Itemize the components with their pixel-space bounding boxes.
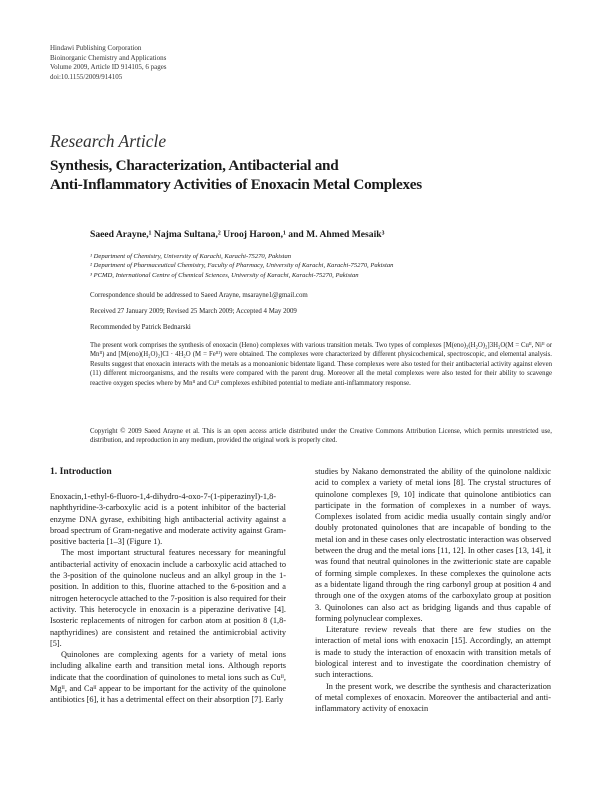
intro-paragraph-3: Quinolones are complexing agents for a variety of metal ions including alkaline earth and transition metal ions. Although reports indicate that the coordination of quinolones to metal ions such as Cuᴵᴵ, Mgᴵᴵ, and Caᴵᴵ appear to be important for the activity of the quinolone antibiotics [6], it has a detrimental effect on their absorption [7]. Early xyxy=(50,650,286,705)
copyright-notice: Copyright © 2009 Saeed Arayne et al. This is an open access article distributed under the Creative Commons Attribution License, which permits unrestricted use, distribution, and reproduction in any medium, provided the original work is properly cited. xyxy=(90,428,552,445)
volume-line: Volume 2009, Article ID 914105, 6 pages xyxy=(50,63,167,71)
affiliation-3: ³ PCMD, International Centre of Chemical Sciences, University of Karachi, Karachi-75270, Pakistan xyxy=(90,271,359,279)
doi-line: doi:10.1155/2009/914105 xyxy=(50,72,123,81)
intro-paragraph-5: Literature review reveals that there are few studies on the interaction of metal ions with enoxacin [15]. Accordingly, an attempt is made to study the interaction of enoxacin with transition metals of biological interest and to investigate the coordination chemistry of such interactions. xyxy=(315,625,551,680)
correspondence-line: Correspondence should be addressed to Saeed Arayne, msarayne1@gmail.com xyxy=(90,292,308,299)
author-list: Saeed Arayne,¹ Najma Sultana,² Urooj Haroon,¹ and M. Ahmed Mesaik³ xyxy=(90,229,385,240)
title-line-1: Synthesis, Characterization, Antibacterial and xyxy=(50,157,339,174)
right-column xyxy=(315,466,551,715)
recommended-line: Recommended by Patrick Bednarski xyxy=(90,324,191,331)
publisher-line: Hindawi Publishing Corporation xyxy=(50,44,142,52)
affiliation-1: ¹ Department of Chemistry, University of Karachi, Karachi-75270, Pakistan xyxy=(90,253,292,260)
section-heading-introduction: 1. Introduction xyxy=(50,466,112,477)
paper-title xyxy=(50,156,570,194)
affiliation-2: ² Department of Pharmaceutical Chemistry, Faculty of Pharmacy, University of Karachi, Karachi-75270, Pakistan xyxy=(90,262,394,270)
journal-line: Bioinorganic Chemistry and Applications xyxy=(50,53,167,62)
affiliations xyxy=(90,252,393,280)
dates-line: Received 27 January 2009; Revised 25 March 2009; Accepted 4 May 2009 xyxy=(90,308,297,315)
article-type: Research Article xyxy=(50,131,167,151)
left-column xyxy=(50,491,286,706)
journal-header xyxy=(50,44,167,82)
title-line-2: Anti-Inflammatory Activities of Enoxacin Metal Complexes xyxy=(50,176,422,193)
intro-paragraph-4: studies by Nakano demonstrated the ability of the quinolone naldixic acid to complex a variety of metal ions [8]. The crystal structures of quinolone complexes [9, 10] indicate that quinolone antibiotics can participate in the formation of complexes in a number of ways. Complexes isolated from acidic media usually contain singly and/or doubly protonated quinolones that are incapable of bonding to the metal ion and in these cases only electrostatic interaction was observed between the drug and the metal ions [11, 12]. In other cases [13, 14], it was found that neutral quinolones in the zwitterionic state are capable of forming simple complexes. In these complexes the quinolone acts as a bidentate ligand through the ring carbonyl group at position 4 and through one of the oxygen atoms of the carboxylato group at position 3. Quinolones can also act as bridging ligands and thus capable of forming polynuclear complexes. xyxy=(315,467,551,623)
intro-paragraph-6: In the present work, we describe the synthesis and characterization of metal complexes of enoxacin. Moreover the antibacterial and anti-inflammatory activity of enoxacin xyxy=(315,681,551,714)
intro-paragraph-2: The most important structural features necessary for meaningful antibacterial activity of enoxacin include a carboxylic acid attached to the 3-position of the quinolone nucleus and an alkyl group in the 1-position. In addition to this, fluorine attached to the 6-position and a nitrogen heterocycle attached to the 7-position is also required for their activity. This heterocycle in enoxacin is a piperazine derivative [4]. Isosteric replacements of nitrogen for carbon atom at position 8 (1,8-napthyridines) are consistent and retained the antimicrobial activity [5]. xyxy=(50,548,286,648)
intro-paragraph-1: Enoxacin,1-ethyl-6-fluoro-1,4-dihydro-4-oxo-7-(1-piperazinyl)-1,8-naphthyridine-3-carboxylic acid is a potent inhibitor of the bacterial enzyme DNA gyrase, exhibiting high antibacterial activity against a broad spectrum of Gram-negative and moderate activity against Gram-positive bacteria [1–3] (Figure 1). xyxy=(50,492,286,547)
abstract: The present work comprises the synthesis of enoxacin (Heno) complexes with various transition metals. Two types of complexes [M(eno)₂(H₂O)₂]3H₂O(M = Cuᴵᴵ, Niᴵᴵ or Mnᴵᴵ) and [M(eno)(H₂O)₂]Cl · 4H₂O (M = Feᴵᴵᴵ) were obtained. The complexes were characterized by different physicochemical, spectroscopic, and elemental analysis. Results suggest that enoxacin interacts with the metals as a monoanionic bidentate ligand. These complexes were also tested for their antibacterial activity against eleven (11) different microorganisms, and the results were compared with the parent drug. Moreover all the metal complexes were also tested for their ability to scavenge reactive oxygen species where by Mnᴵᴵ and Cuᴵᴵ complexes exhibited potential to mediate anti-inflammatory response. xyxy=(90,342,552,387)
